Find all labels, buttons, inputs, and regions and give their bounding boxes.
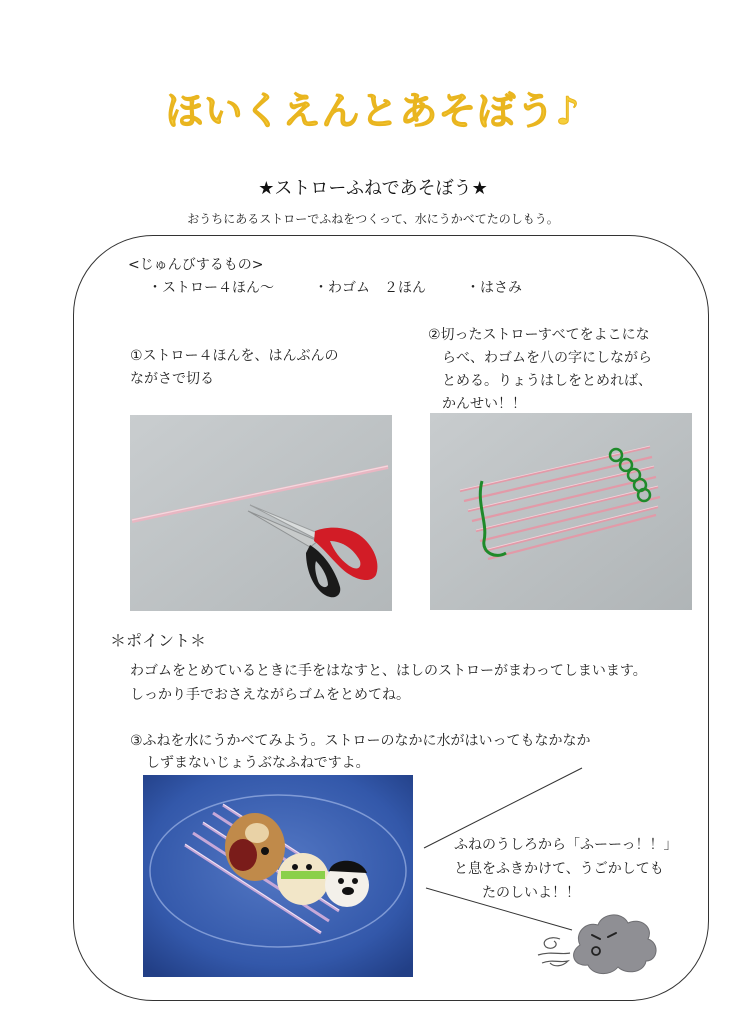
step3-line-2: しずまないじょうぶなふねですよ。 [146, 755, 370, 771]
step1-line-2: ながさで切る [130, 371, 214, 387]
activity-subtitle: ★ストローふねであそぼう★ [258, 178, 488, 199]
bubble-line-2: と息をふきかけて、うごかしても [454, 861, 664, 877]
bubble-line-3: たのしいよ！！ [482, 885, 580, 901]
material-item-rubber-band: ・わゴム ２ほん [314, 280, 426, 296]
step2-line-4: かんせい！！ [442, 396, 526, 412]
page-title: ほいくえんとあそぼう♪ [165, 89, 581, 133]
step2-line-1: ②切ったストローすべてをよこにな [428, 327, 650, 343]
bubble-line-1: ふねのうしろから「ふーーっ！！」 [454, 837, 678, 853]
step1-line-1: ①ストロー４ほんを、はんぶんの [130, 348, 339, 364]
materials-heading: <じゅんびするもの> [128, 257, 264, 273]
point-line-1: わゴムをとめているときに手をはなすと、はしのストローがまわってしまいます。 [130, 663, 647, 679]
material-item-straw: ・ストロー４ほん〜 [148, 280, 274, 296]
step2-line-2: らべ、わゴムを八の字にしながら [442, 350, 652, 366]
blowing-cloud-icon [530, 905, 666, 980]
step3-line-1: ③ふねを水にうかべてみよう。ストローのなかに水がはいってもなかなか [130, 733, 591, 749]
intro-text: おうちにあるストローでふねをつくって、水にうかべてたのしもう。 [187, 212, 559, 226]
point-line-2: しっかり手でおさえながらゴムをとめてね。 [130, 687, 410, 703]
point-heading: ＊ポイント＊ [110, 631, 207, 650]
material-item-scissors: ・はさみ [466, 280, 522, 296]
step2-line-3: とめる。りょうはしをとめれば、 [442, 373, 652, 389]
